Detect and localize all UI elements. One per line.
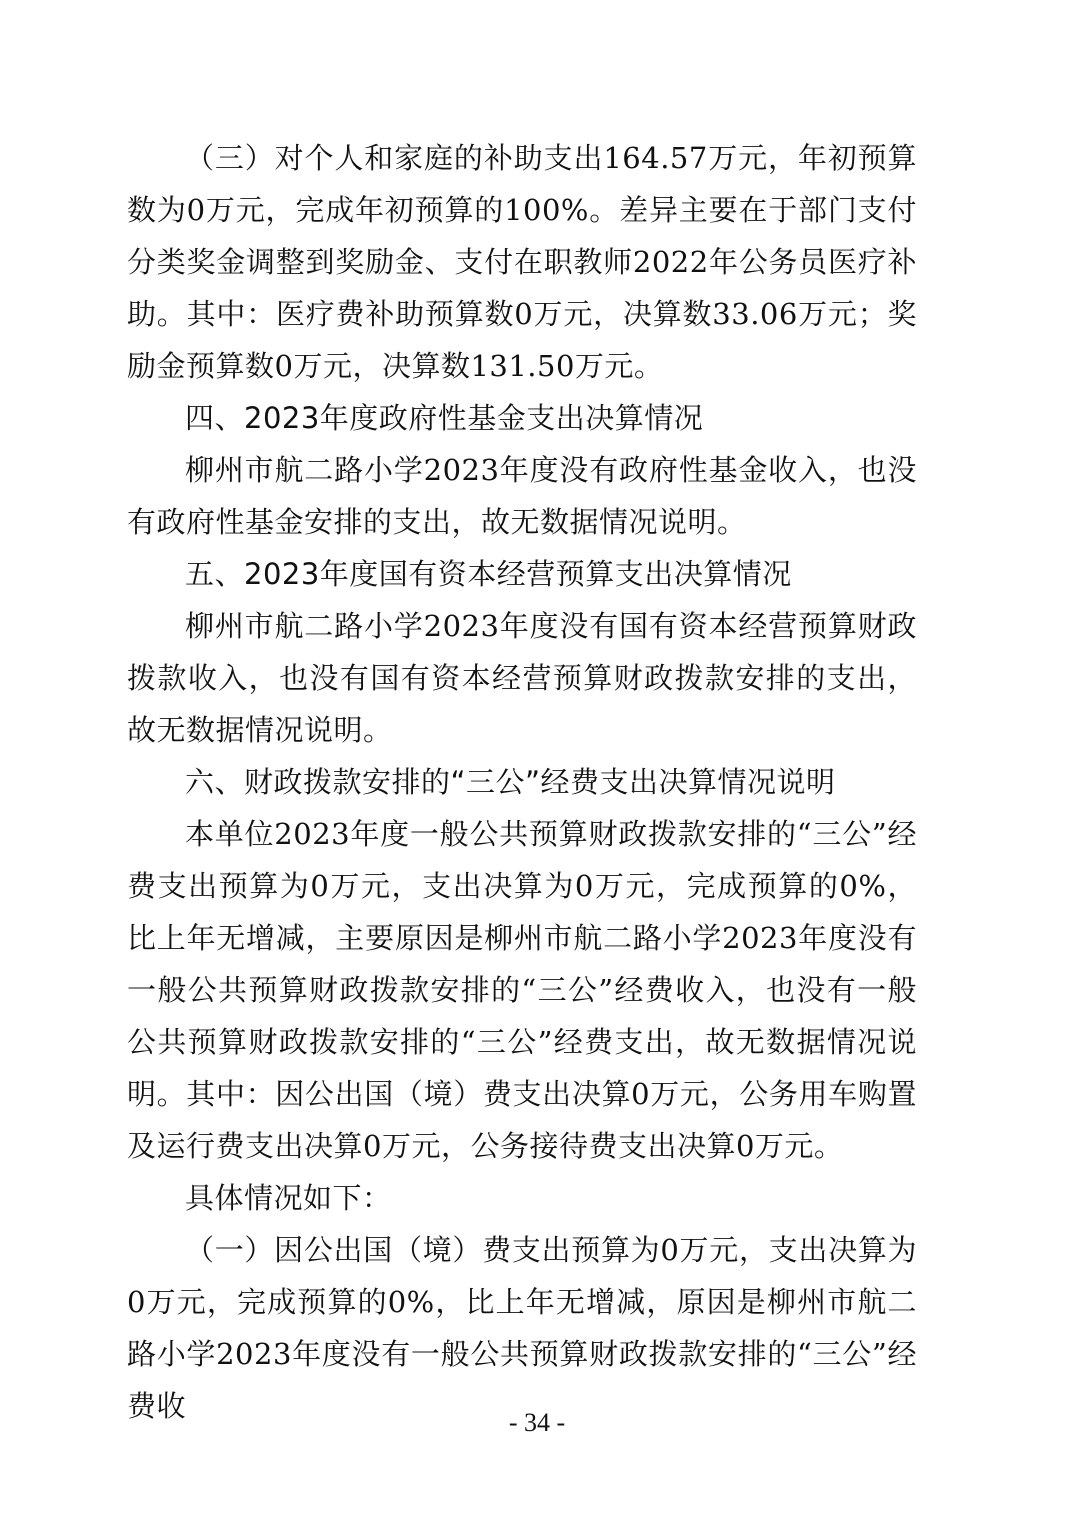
paragraph-government-fund: 柳州市航二路小学2023年度没有政府性基金收入，也没有政府性基金安排的支出，故无数据情况说明。 (127, 453, 917, 539)
paragraph-three-public-expenses: 本单位2023年度一般公共预算财政拨款安排的“三公”经费支出预算为0万元，支出决算为0万元，完成预算的0%，比上年无增减，主要原因是柳州市航二路小学2023年度没有一般公共预算财政拨款安排的“三公”经费收入，也没有一般公共预算财政拨款安排的“三公”经费支出，故无数据情况说明。其中：因公出国（境）费支出决算0万元，公务用车购置及运行费支出决算0万元，公务接待费支出决算0万元。 (127, 817, 917, 1163)
section-heading-three-public-expenses: 六、财政拨款安排的“三公”经费支出决算情况说明 (185, 765, 836, 799)
page-number: - 34 - (508, 1408, 566, 1437)
paragraph-personal-family-subsidy: （三）对个人和家庭的补助支出164.57万元，年初预算数为0万元，完成年初预算的100%。差异主要在于部门支付分类奖金调整到奖励金、支付在职教师2022年公务员医疗补助。其中：医疗费补助预算数0万元，决算数33.06万元；奖励金预算数0万元，决算数131.50万元。 (127, 141, 917, 383)
paragraph-details-intro: 具体情况如下： (185, 1181, 392, 1215)
section-heading-government-fund: 四、2023年度政府性基金支出决算情况 (185, 401, 704, 435)
paragraph-overseas-travel: （一）因公出国（境）费支出预算为0万元，支出决算为0万元，完成预算的0%，比上年无增减，原因是柳州市航二路小学2023年度没有一般公共预算财政拨款安排的“三公”经费收 (127, 1233, 917, 1423)
page-body (127, 132, 917, 1432)
paragraph-state-capital: 柳州市航二路小学2023年度没有国有资本经营预算财政拨款收入，也没有国有资本经营预算财政拨款安排的支出，故无数据情况说明。 (127, 609, 917, 747)
section-heading-state-capital: 五、2023年度国有资本经营预算支出决算情况 (185, 557, 792, 591)
